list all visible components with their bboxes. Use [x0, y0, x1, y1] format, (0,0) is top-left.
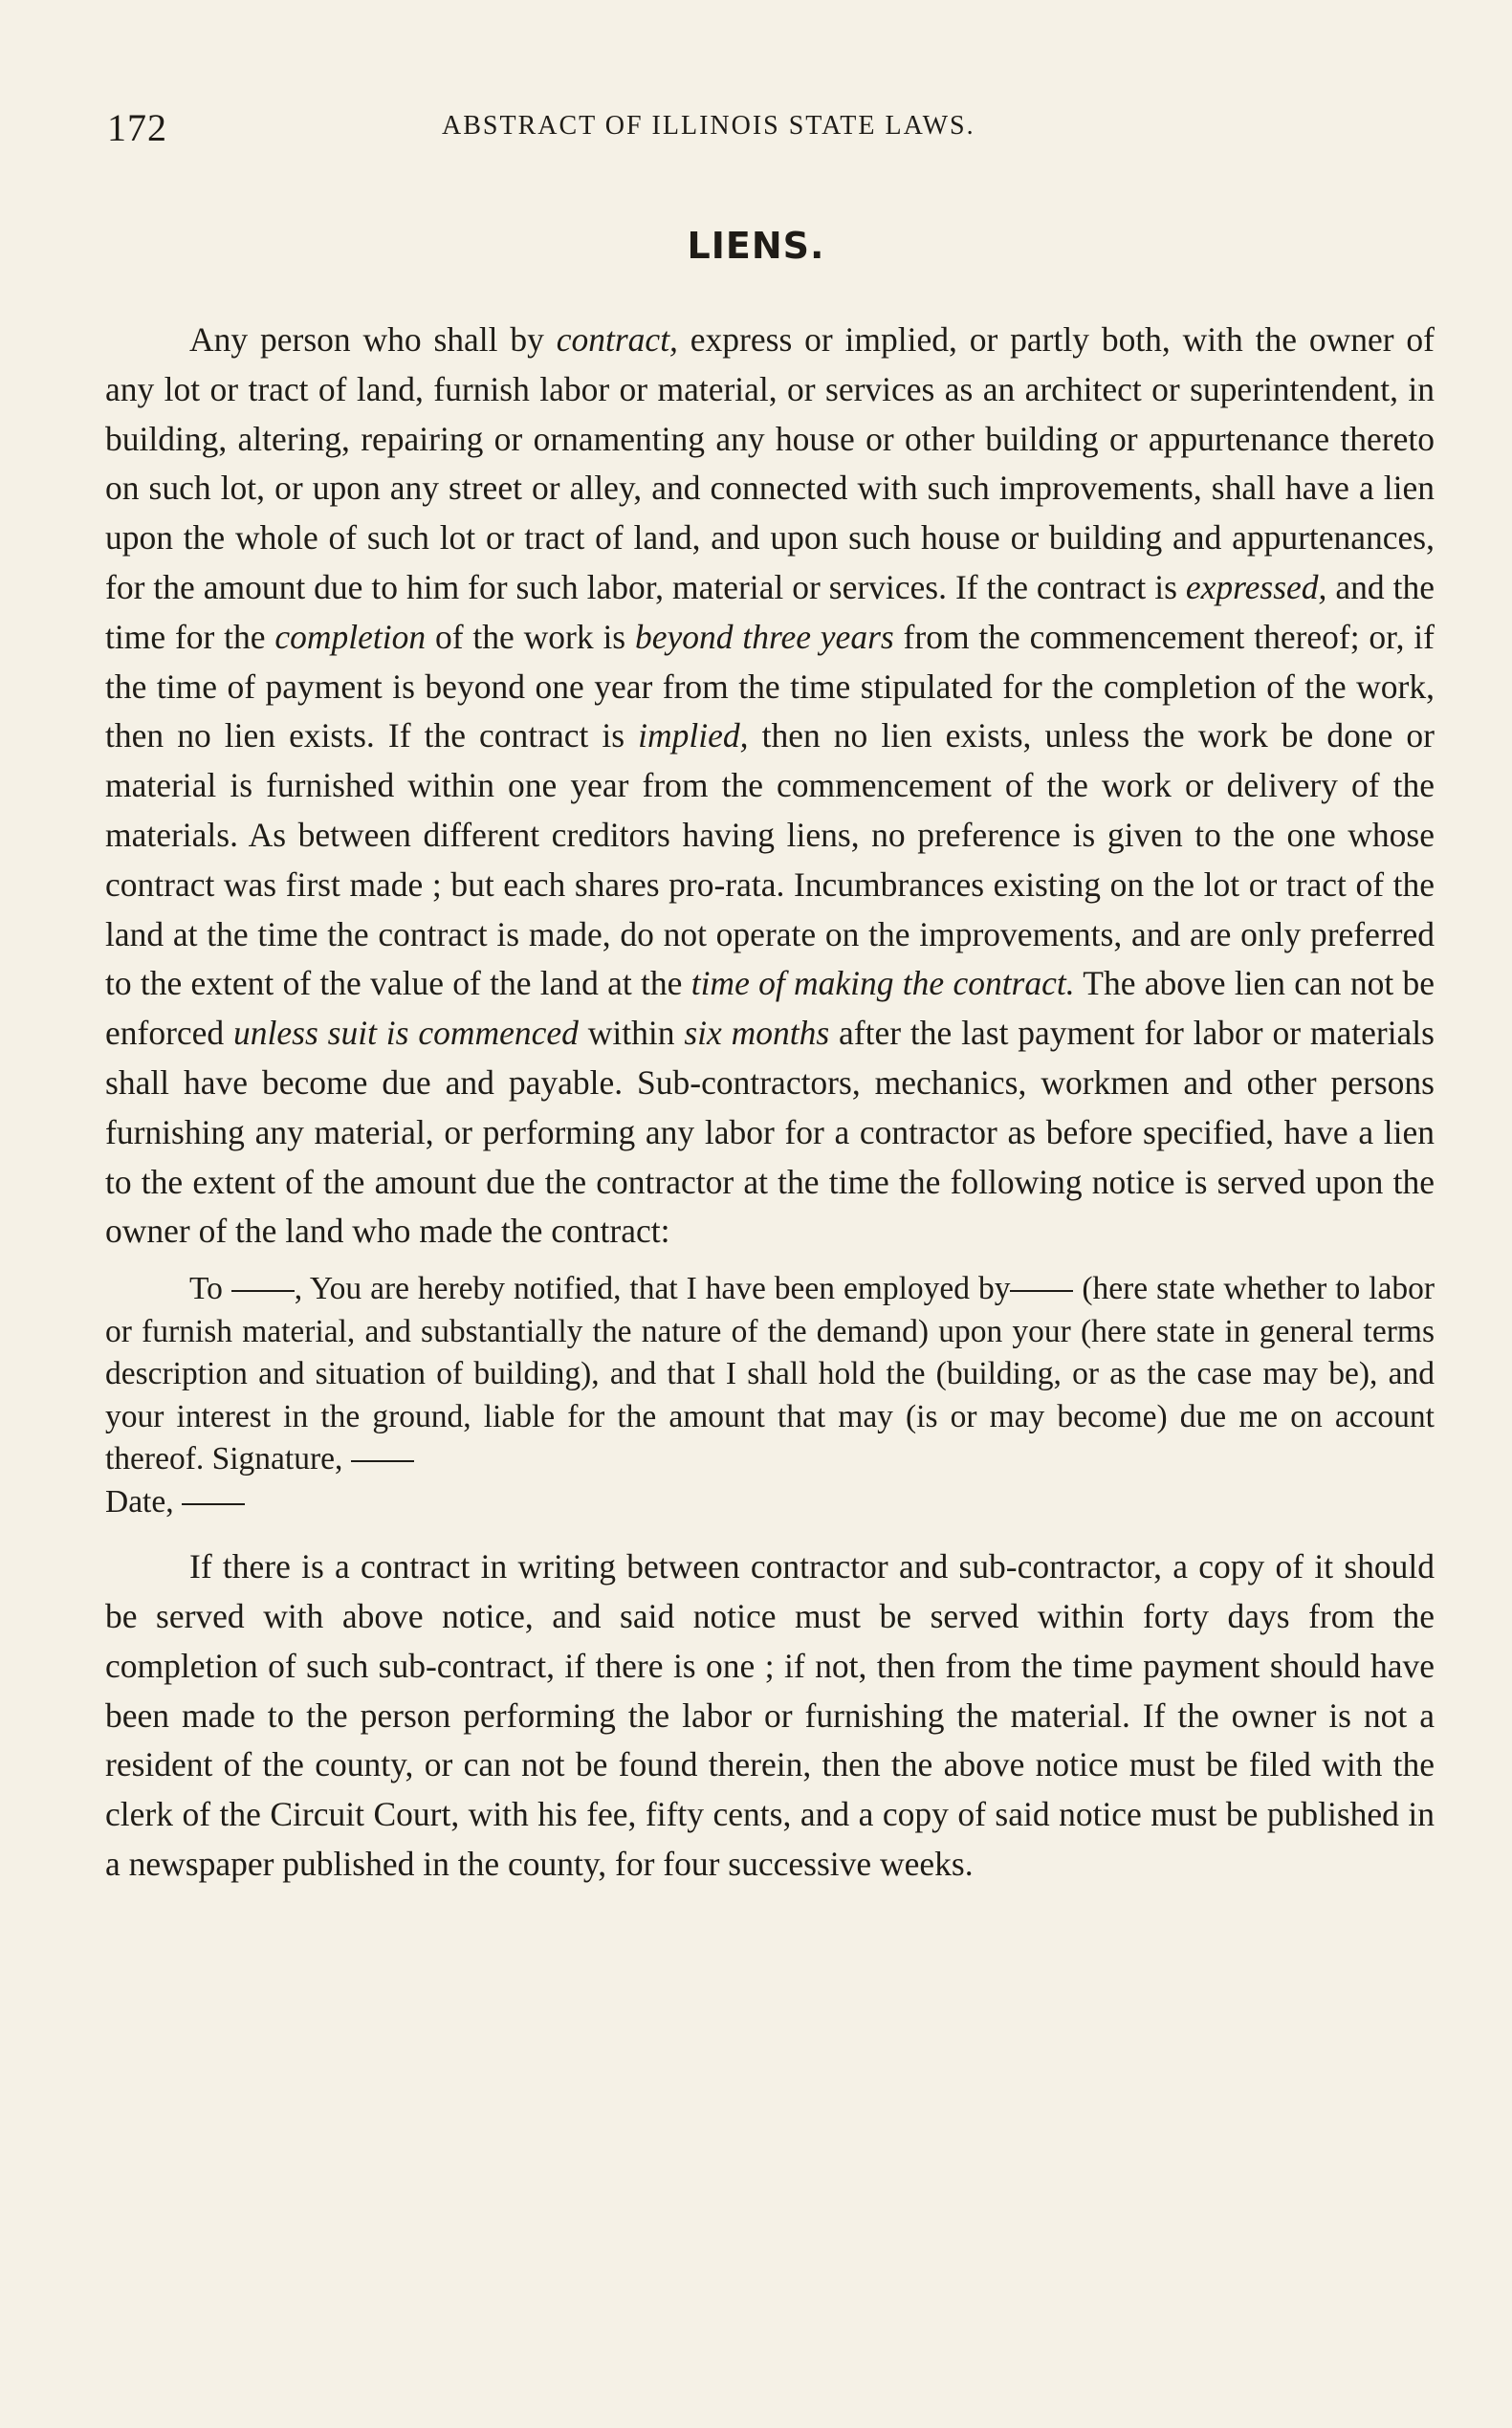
- blank-line: [231, 1290, 295, 1292]
- italic-run: implied,: [638, 716, 749, 755]
- italic-run: time of making the contract.: [690, 964, 1075, 1003]
- text-run: Any person who shall by: [189, 320, 557, 359]
- text-run: then no lien exists, unless the work be done or material is furnished within one year from the commencement of the work or delivery of the materials. As between different creditors having liens, no preference is given to the one whose contract was first made ; but each shares pro-rata. Incumbrances existing on the lot or tract of the land at the time the contract is made, do not operate on the improvements, and are only preferred to the extent of the value of the land at the: [105, 716, 1435, 1003]
- text-run: express or implied, or partly both, with the owner of any lot or tract of land, furnish labor or material, or services as an architect or superintendent, in building, altering, repairing or ornamenting any house or other building or appurtenance thereto on such lot, or upon any street or alley, and connected with such improvements, shall have a lien upon the whole of such lot or tract of land, and upon such house or building and appurtenances, for the amount due to him for such labor, material or services. If the contract is: [105, 320, 1435, 606]
- italic-run: expressed,: [1185, 567, 1327, 606]
- italic-run: contract,: [556, 320, 678, 359]
- italic-run: beyond three years: [634, 617, 894, 656]
- section-title: LIENS.: [687, 225, 825, 267]
- running-title: ABSTRACT OF ILLINOIS STATE LAWS.: [442, 111, 975, 141]
- body-text: [105, 316, 1435, 1890]
- text-run: The above lien can not be enforced: [105, 964, 1435, 1053]
- text-run: and the time for the: [105, 567, 1435, 656]
- paragraph-sub-contract: If there is a contract in writing between contractor and sub-contractor, a copy of it should be served with above notice, and said notice must be served within forty days from the completion of such sub-contract, if there is one ; if not, then from the time payment should have been made to the person performing the labor or furnishing the material. If the owner is not a resident of the county, or can not be found therein, then the above notice must be filed with the clerk of the Circuit Court, with his fee, fifty cents, and a copy of said notice must be published in a newspaper published in the county, for four successive weeks.: [105, 1547, 1435, 1883]
- paragraph-liens-main: [105, 316, 1435, 1257]
- page-number: 172: [107, 106, 167, 149]
- text-run: , You are hereby notified, that I have been employed by: [294, 1271, 1011, 1307]
- blank-line: [182, 1503, 245, 1505]
- blank-line: [1010, 1290, 1073, 1292]
- text-run: after the last payment for labor or materials shall have become due and payable. Sub-contractors, mechanics, workmen and other persons furnishing any material, or performing any labor for a contractor as before specified, have a lien to the extent of the amount due the contractor at the time the following notice is served upon the owner of the land who made the contract:: [105, 1014, 1435, 1251]
- text-run: (here state whether to labor or furnish material, and substantially the nature of the demand) upon your (here state in general terms description and situation of building), and that I shall hold the (building, or as the case may be), and your interest in the ground, liable for the amount that may (is or may become) due me on account thereof. Signature,: [105, 1271, 1435, 1477]
- running-head: [107, 105, 1427, 163]
- italic-run: unless suit is commenced: [233, 1014, 579, 1053]
- italic-run: six months: [684, 1014, 830, 1053]
- text-run: from the commencement thereof; or, if the time of payment is beyond one year from the time stipulated for the completion of the work, then no lien exists. If the contract is: [105, 617, 1435, 755]
- notice-to-label: To: [189, 1271, 223, 1307]
- notice-date-label: Date,: [105, 1483, 174, 1520]
- notice-form: [105, 1268, 1435, 1523]
- italic-run: completion: [274, 617, 427, 656]
- text-run: of the work is: [426, 617, 635, 656]
- blank-line: [351, 1460, 414, 1462]
- text-run: within: [578, 1014, 685, 1053]
